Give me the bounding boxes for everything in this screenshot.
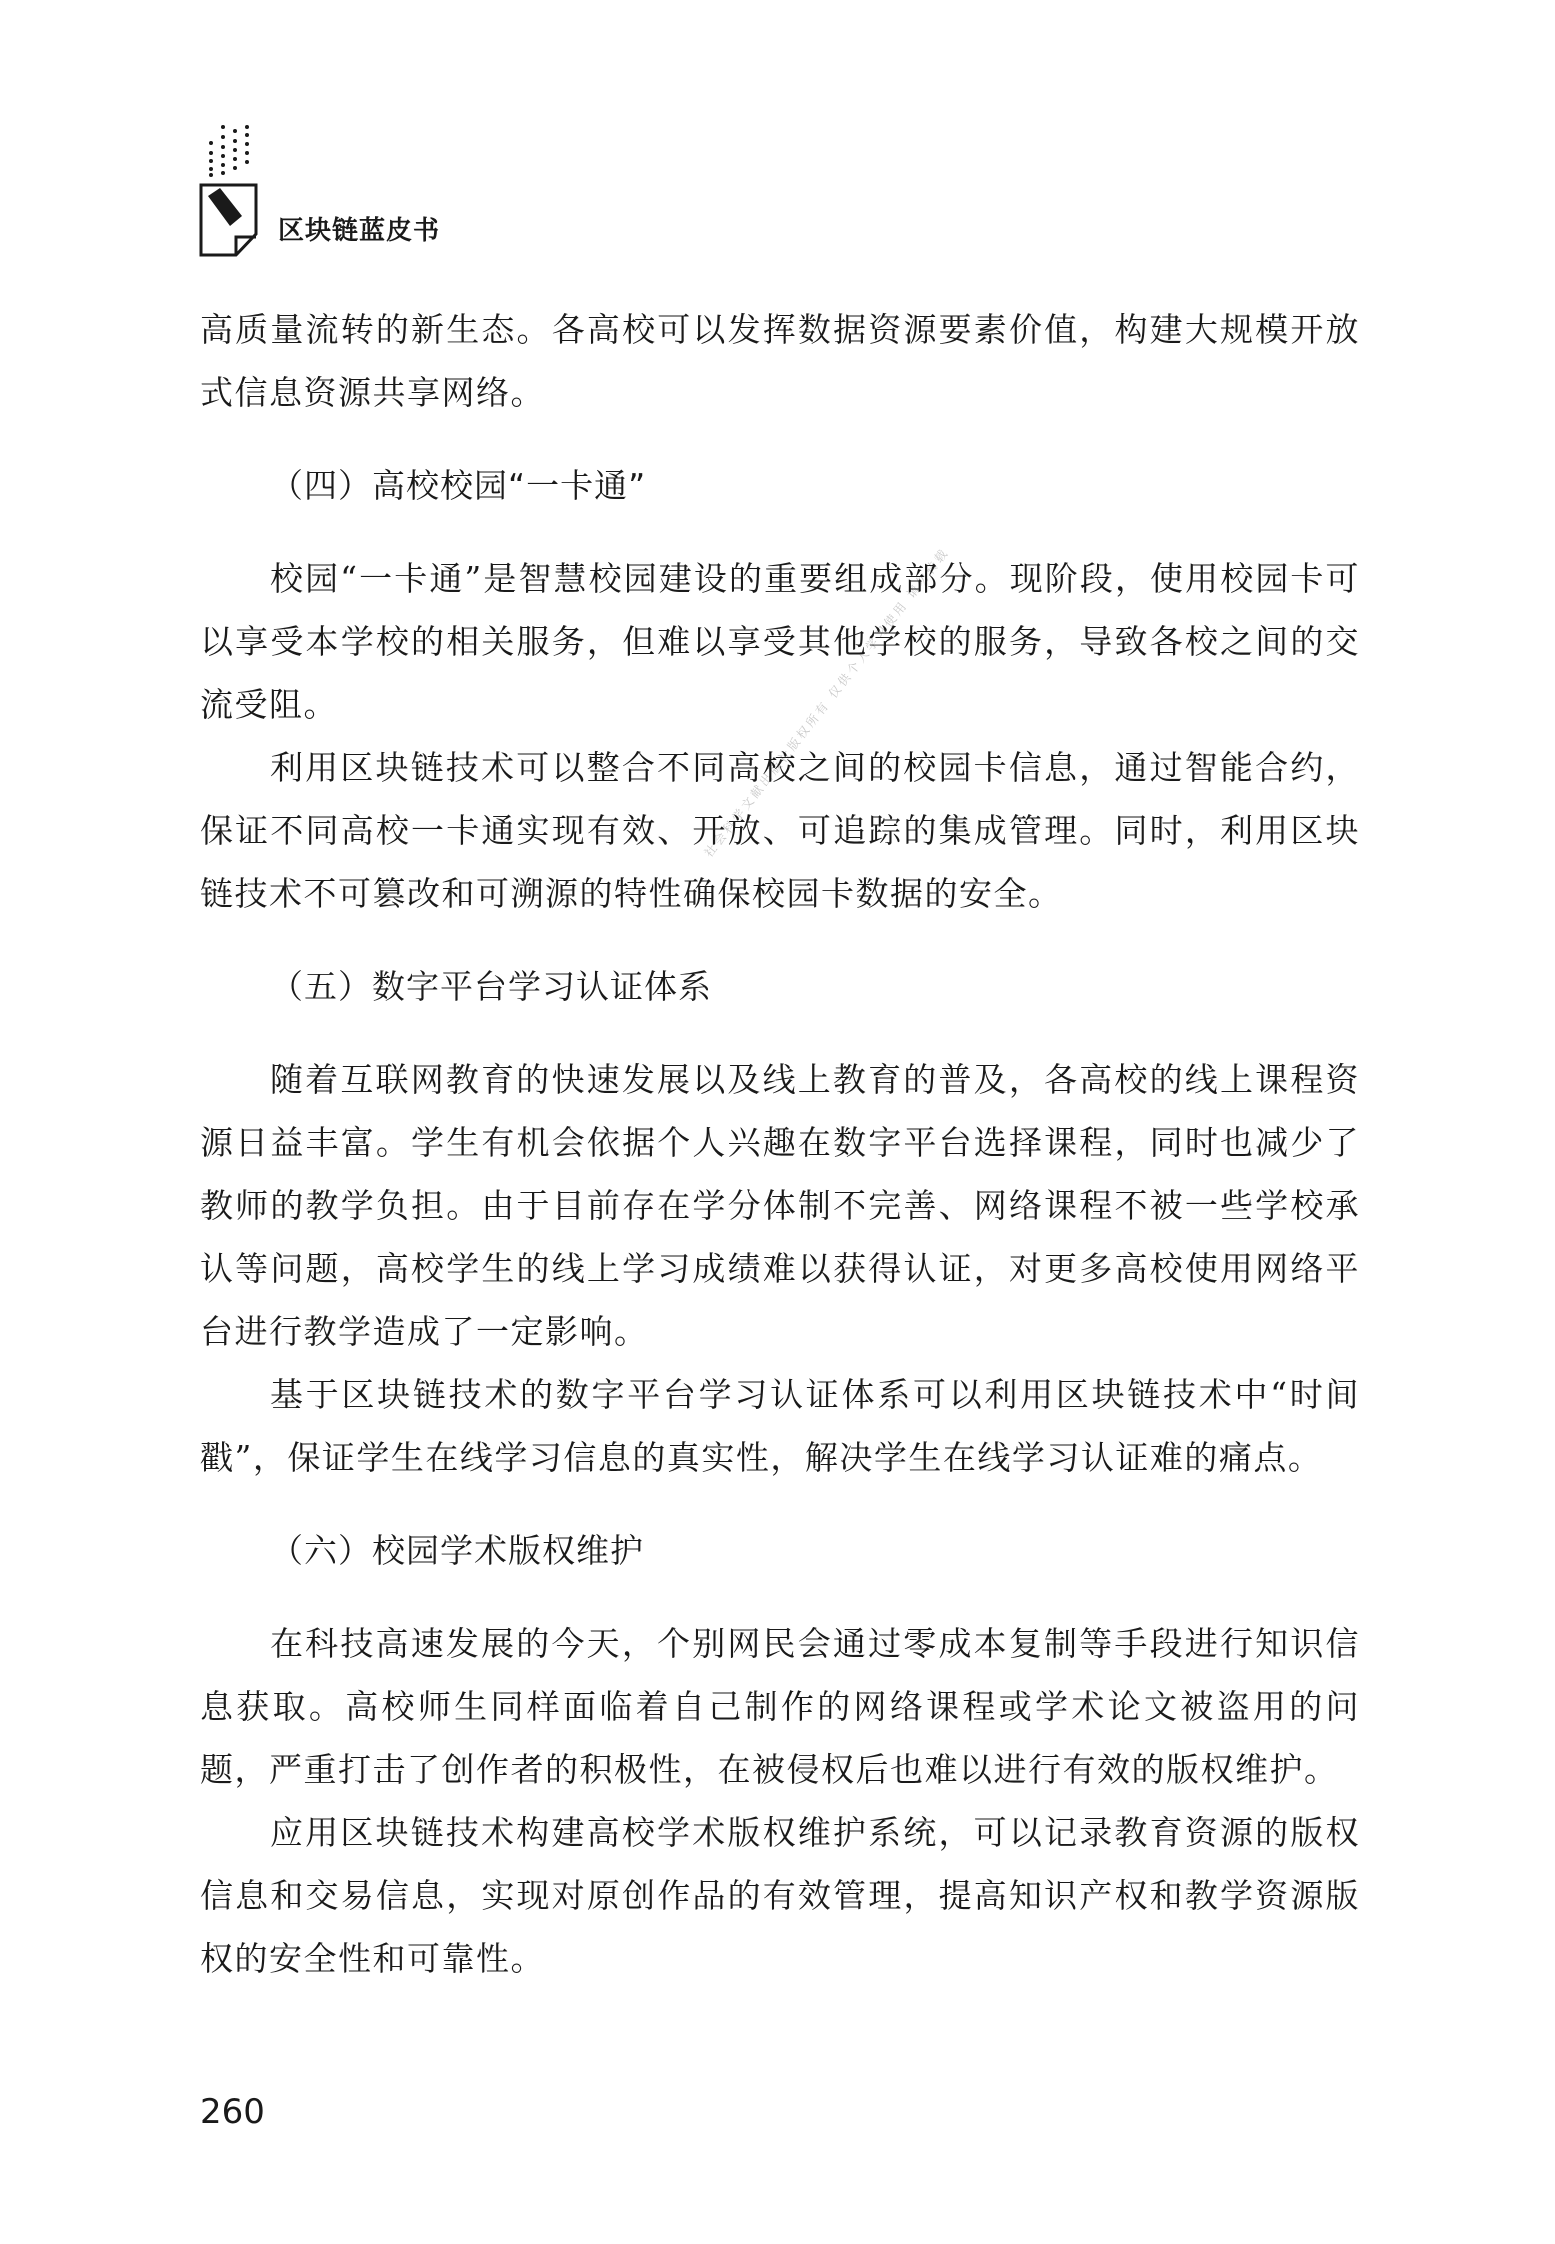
dot-grid-decoration — [208, 125, 258, 177]
paragraph: 基于区块链技术的数字平台学习认证体系可以利用区块链技术中“时间戳”，保证学生在线学习信息的真实性，解决学生在线学习认证难的痛点。 — [200, 1375, 1360, 1477]
paragraph: 在科技高速发展的今天，个别网民会通过零成本复制等手段进行知识信息获取。高校师生同样面临着自己制作的网络课程或学术论文被盗用的问题，严重打击了创作者的积极性，在被侵权后也难以进行有效的版权维护。 — [200, 1624, 1360, 1789]
section-heading-6: （六）校园学术版权维护 — [270, 1531, 644, 1570]
section-heading-5: （五）数字平台学习认证体系 — [270, 967, 712, 1006]
paragraph: 校园“一卡通”是智慧校园建设的重要组成部分。现阶段，使用校园卡可以享受本学校的相关服务，但难以享受其他学校的服务，导致各校之间的交流受阻。 — [200, 559, 1360, 724]
book-corner-icon — [198, 182, 260, 258]
paragraph: 利用区块链技术可以整合不同高校之间的校园卡信息，通过智能合约，保证不同高校一卡通实现有效、开放、可追踪的集成管理。同时，利用区块链技术不可篡改和可溯源的特性确保校园卡数据的安全。 — [200, 748, 1360, 913]
running-header — [198, 125, 598, 265]
paragraph-continuation: 高质量流转的新生态。各高校可以发挥数据资源要素价值，构建大规模开放式信息资源共享网络。 — [200, 310, 1360, 412]
page-number: 260 — [200, 2092, 265, 2132]
section-heading-4: （四）高校校园“一卡通” — [270, 466, 647, 505]
running-header-title: 区块链蓝皮书 — [278, 216, 441, 246]
watermark: 社会科学文献出版社版权所有 仅供个人学习使用 请勿转载 — [701, 544, 952, 860]
main-content — [200, 298, 1360, 1990]
paragraph: 随着互联网教育的快速发展以及线上教育的普及，各高校的线上课程资源日益丰富。学生有机会依据个人兴趣在数字平台选择课程，同时也减少了教师的教学负担。由于目前存在学分体制不完善、网络课程不被一些学校承认等问题，高校学生的线上学习成绩难以获得认证，对更多高校使用网络平台进行教学造成了一定影响。 — [200, 1060, 1360, 1351]
paragraph: 应用区块链技术构建高校学术版权维护系统，可以记录教育资源的版权信息和交易信息，实现对原创作品的有效管理，提高知识产权和教学资源版权的安全性和可靠性。 — [200, 1813, 1360, 1978]
